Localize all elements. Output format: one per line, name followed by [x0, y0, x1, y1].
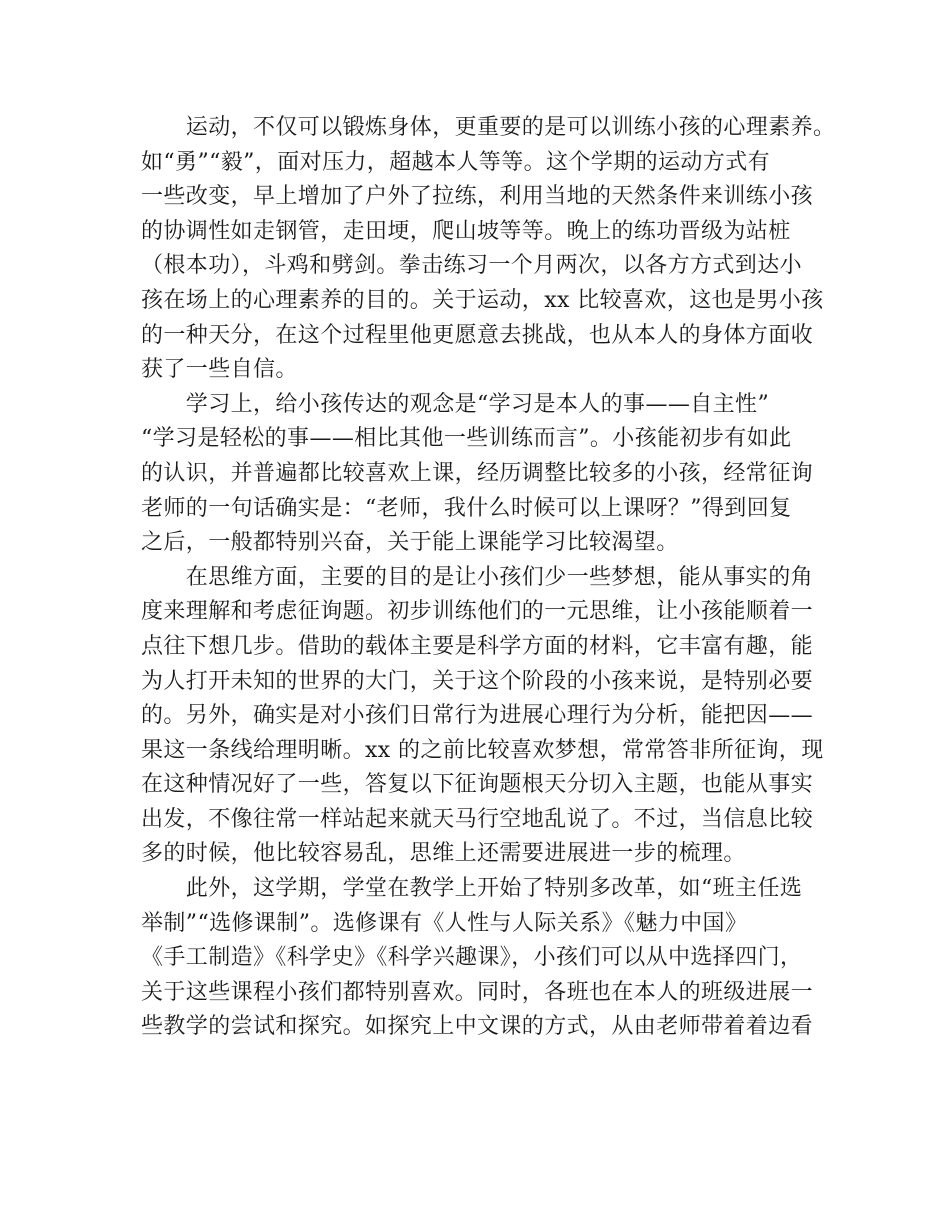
text-line: 如“勇”“毅”，面对压力，超越本人等等。这个学期的运动方式有 [141, 149, 770, 175]
text-line: 举制”“选修课制”。选修课有《人性与人际关系》《魅力中国》 [141, 910, 748, 936]
document-body [141, 111, 841, 1045]
text-line: 果这一条线给理明晰。xx 的之前比较喜欢梦想，常常答非所征询，现 [141, 737, 824, 763]
text-line: （根本功），斗鸡和劈剑。拳击练习一个月两次，以各方方式到达小 [141, 253, 803, 279]
text-line: 出发，不像往常一样站起来就天马行空地乱说了。不过，当信息比较 [141, 806, 814, 832]
text-line: 的。另外，确实是对小孩们日常行为进展心理行为分析，能把因—— [141, 703, 814, 729]
text-line: 此外，这学期，学堂在教学上开始了特别多改革，如“班主任选 [141, 876, 803, 902]
text-line: 为人打开未知的世界的大门，关于这个阶段的小孩来说，是特别必要 [141, 668, 814, 694]
text-line: “学习是轻松的事——相比其他一些训练而言”。小孩能初步有如此 [141, 426, 792, 452]
text-line: 获了一些自信。 [141, 357, 298, 383]
text-line: 一些改变，早上增加了户外了拉练，利用当地的天然条件来训练小孩 [141, 184, 814, 210]
text-line: 之后，一般都特别兴奋，关于能上课能学习比较渴望。 [141, 530, 679, 556]
text-line: 学习上，给小孩传达的观念是“学习是本人的事——自主性” [141, 391, 770, 417]
text-line: 的协调性如走钢管，走田埂，爬山坡等等。晚上的练功晋级为站桩 [141, 218, 791, 244]
text-line: 点往下想几步。借助的载体主要是科学方面的材料，它丰富有趣，能 [141, 633, 814, 659]
text-line: 些教学的尝试和探究。如探究上中文课的方式，从由老师带着着边看 [141, 1014, 814, 1040]
text-line: 多的时候，他比较容易乱，思维上还需要进展进一步的梳理。 [141, 841, 746, 867]
text-line: 孩在场上的心理素养的目的。关于运动，xx 比较喜欢，这也是男小孩 [141, 287, 824, 313]
text-line: 的认识，并普遍都比较喜欢上课，经历调整比较多的小孩，经常征询 [141, 460, 814, 486]
text-line: 老师的一句话确实是：“老师，我什么时候可以上课呀？”得到回复 [141, 495, 792, 521]
text-line: 在这种情况好了一些，答复以下征询题根天分切入主题，也能从事实 [141, 772, 814, 798]
text-line: 的一种天分，在这个过程里他更愿意去挑战，也从本人的身体方面收 [141, 322, 814, 348]
text-line: 《手工制造》《科学史》《科学兴趣课》，小孩们可以从中选择四门， [141, 945, 803, 971]
text-line: 运动，不仅可以锻炼身体，更重要的是可以训练小孩的心理素养。 [141, 115, 836, 140]
text-line: 在思维方面，主要的目的是让小孩们少一些梦想，能从事实的角 [141, 564, 814, 590]
text-line: 关于这些课程小孩们都特别喜欢。同时，各班也在本人的班级进展一 [141, 979, 814, 1005]
text-line: 度来理解和考虑征询题。初步训练他们的一元思维，让小孩能顺着一 [141, 599, 814, 625]
